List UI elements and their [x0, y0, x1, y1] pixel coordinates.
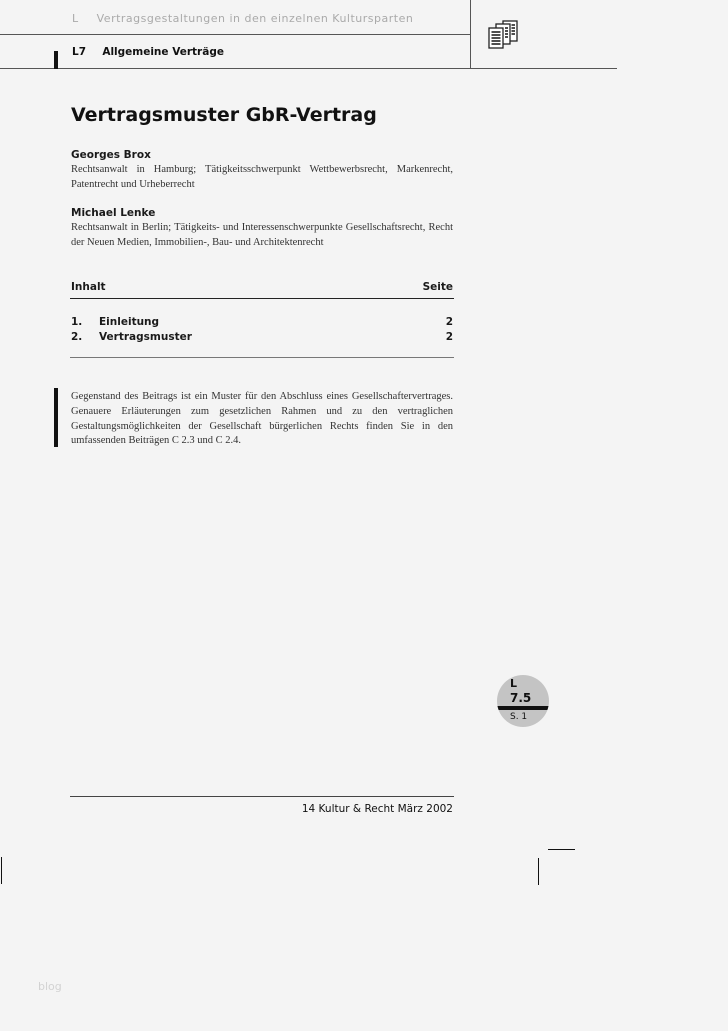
toc-top-rule: [70, 298, 454, 299]
footer-text: 14 Kultur & Recht März 2002: [301, 803, 453, 815]
subsection-title: Allgemeine Verträge: [102, 46, 224, 58]
subsection-marker: [54, 51, 58, 69]
badge-number: 7.5: [510, 691, 532, 705]
document-stack-icon: [487, 20, 519, 55]
crop-mark-right: [538, 858, 539, 885]
footer-rule: [70, 796, 454, 797]
subsection-header: [72, 46, 224, 58]
crop-mark-top: [548, 849, 575, 850]
section-header: [72, 12, 413, 25]
toc-heading-left: Inhalt: [71, 281, 106, 293]
crop-mark-left: [1, 857, 2, 884]
abstract-marker: [54, 388, 58, 447]
author-bio-2: Rechtsanwalt in Berlin; Tätigkeits- und Interessenschwerpunkte Gesellschaftsrecht, Recht der Neuen Medien, Immobilien-, Bau- und Architektenrecht: [71, 222, 453, 248]
toc-item-page: 2: [445, 316, 453, 328]
page-badge: [497, 675, 549, 727]
toc-item[interactable]: [71, 331, 453, 345]
watermark: blog: [38, 980, 62, 993]
author-bio-1: Rechtsanwalt in Hamburg; Tätigkeitsschwerpunkt Wettbewerbsrecht, Markenrecht, Patentrecht und Urheberrecht: [71, 164, 453, 190]
author-name-1: Georges Brox: [71, 149, 151, 161]
section-letter: L: [72, 12, 79, 25]
toc-bottom-rule: [70, 357, 454, 358]
toc-heading-right: Seite: [422, 281, 453, 293]
badge-page: S. 1: [510, 712, 528, 722]
toc-item[interactable]: [71, 316, 453, 330]
badge-divider: [497, 706, 549, 710]
toc-item-number: 2.: [71, 331, 83, 343]
toc-item-label: Einleitung: [99, 316, 160, 328]
header-vertical-divider: [470, 0, 471, 69]
header-divider: [0, 34, 470, 35]
toc-item-page: 2: [445, 331, 453, 343]
article-title: Vertragsmuster GbR-Vertrag: [71, 104, 377, 126]
badge-letter: L: [510, 677, 518, 690]
section-title: Vertragsgestaltungen in den einzelnen Kultursparten: [96, 12, 414, 25]
author-name-2: Michael Lenke: [71, 207, 156, 219]
header-bottom-rule: [0, 68, 617, 69]
subsection-code: L7: [72, 46, 86, 58]
abstract-text: Gegenstand des Beitrags ist ein Muster für den Abschluss eines Gesellschaftervertrages. Genauere Erläuterungen zum gesetzlichen Rahmen und zu den vertraglichen Gestaltungsmöglichkeiten der Gesellschaft bürgerlichen Rechts finden Sie in den umfassenden Beiträgen C 2.3 und C 2.4.: [71, 391, 453, 447]
toc-item-number: 1.: [71, 316, 83, 328]
toc-item-label: Vertragsmuster: [99, 331, 192, 343]
